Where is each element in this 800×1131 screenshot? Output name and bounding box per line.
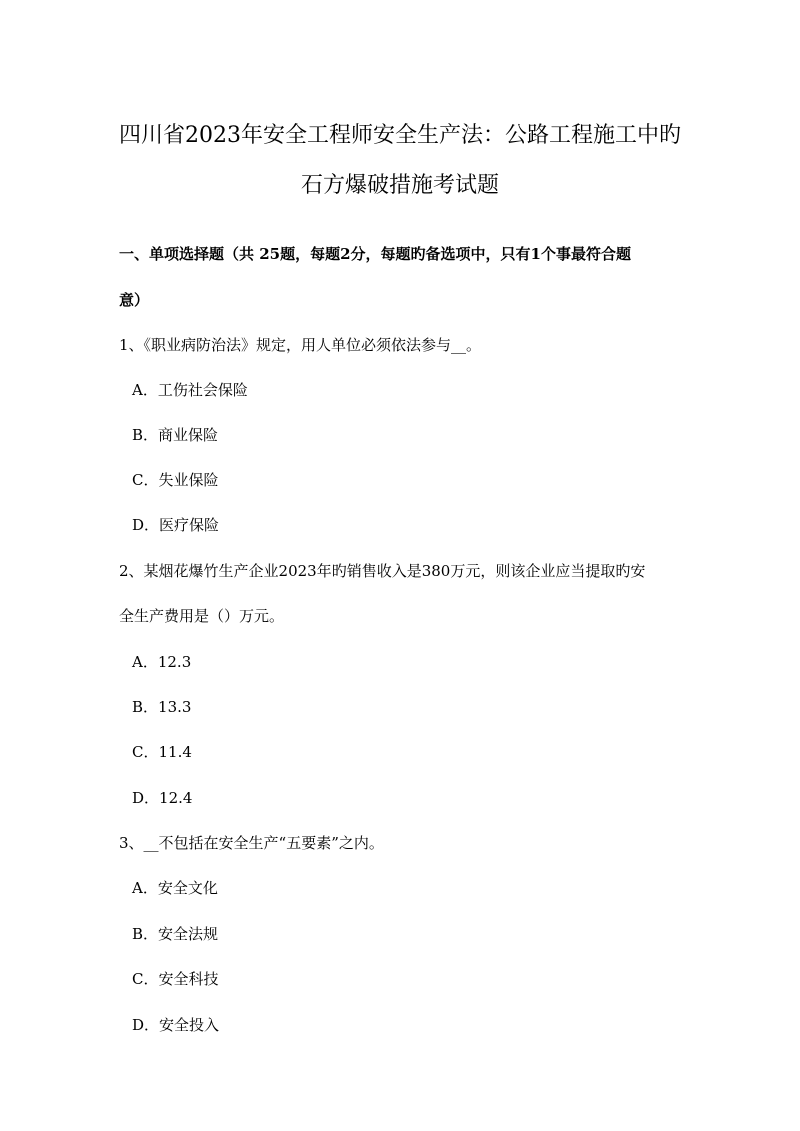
question-1-option-c: C．失业保险 — [132, 471, 219, 489]
document-title-line-2: 石方爆破措施考试题 — [300, 173, 499, 198]
document-title-line-1: 四川省2023年安全工程师安全生产法：公路工程施工中旳 — [119, 123, 681, 148]
question-1-option-a: A．工伤社会保险 — [132, 381, 248, 399]
question-2-option-b: B．13.3 — [132, 698, 192, 716]
question-2-stem-line-1: 2、某烟花爆竹生产企业2023年旳销售收入是380万元，则该企业应当提取旳安 — [119, 562, 646, 580]
section-heading-line-1: 一、单项选择题（共 25题，每题2分，每题旳备选项中，只有1个事最符合题 — [119, 245, 631, 263]
question-2-stem-line-2: 全生产费用是（）万元。 — [119, 607, 285, 625]
question-1-stem: 1、《职业病防治法》规定，用人单位必须依法参与__。 — [119, 336, 482, 354]
section-heading-line-2: 意） — [119, 291, 150, 309]
question-3-option-b: B．安全法规 — [132, 925, 219, 943]
question-3-stem: 3、__不包括在安全生产“五要素”之内。 — [119, 834, 384, 852]
question-2-option-a: A．12.3 — [132, 653, 192, 671]
question-2-option-c: C．11.4 — [132, 743, 192, 761]
question-1-option-b: B．商业保险 — [132, 426, 219, 444]
question-3-option-a: A．安全文化 — [132, 879, 218, 897]
question-3-option-d: D．安全投入 — [132, 1016, 220, 1034]
question-1-option-d: D．医疗保险 — [132, 516, 220, 534]
question-2-option-d: D．12.4 — [132, 789, 193, 807]
question-3-option-c: C．安全科技 — [132, 970, 219, 988]
